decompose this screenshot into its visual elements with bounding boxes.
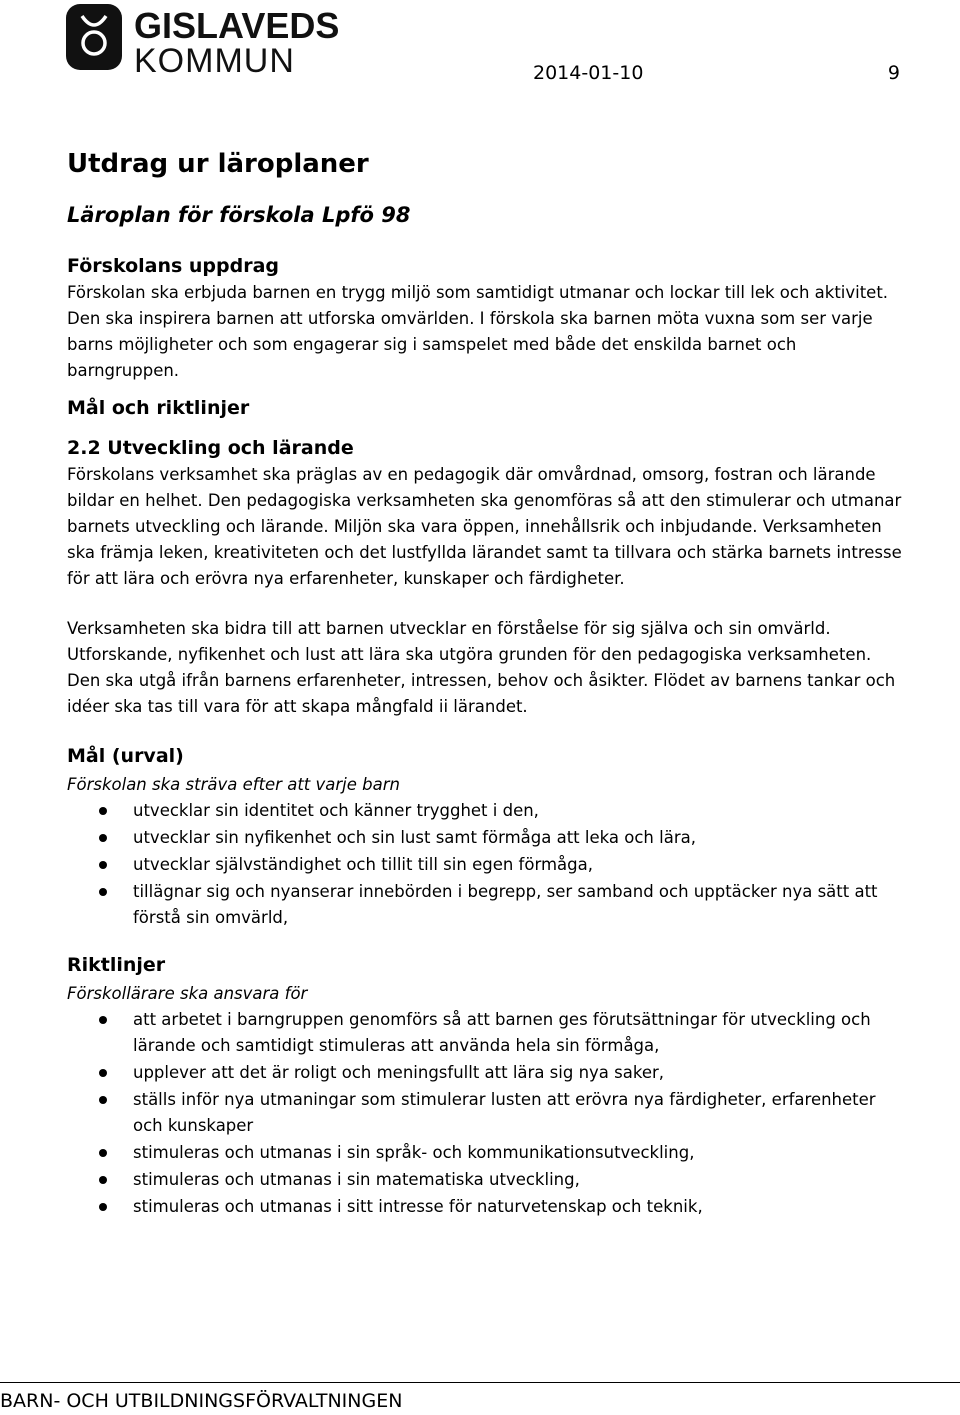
bullet-icon bbox=[99, 861, 107, 869]
list-item bbox=[67, 879, 907, 931]
bullet-icon bbox=[99, 1203, 107, 1211]
bullet-icon bbox=[99, 888, 107, 896]
list-item-text: utvecklar självständighet och tillit till sin egen förmåga, bbox=[133, 855, 593, 874]
list-item-text: utvecklar sin nyfikenhet och sin lust samt förmåga att leka och lära, bbox=[133, 828, 696, 847]
bullet-icon bbox=[99, 1069, 107, 1077]
list-item-text: stimuleras och utmanas i sin språk- och kommunikationsutveckling, bbox=[133, 1143, 695, 1162]
section-heading-mal-urval: Mål (urval) bbox=[67, 745, 184, 767]
bullet-icon bbox=[99, 1176, 107, 1184]
section-heading-uppdrag: Förskolans uppdrag bbox=[67, 255, 280, 277]
bullet-icon bbox=[99, 807, 107, 815]
list-item bbox=[67, 1140, 907, 1166]
list-item bbox=[67, 852, 907, 878]
list-item-text: stimuleras och utmanas i sitt intresse för naturvetenskap och teknik, bbox=[133, 1197, 703, 1216]
curriculum-subtitle: Läroplan för förskola Lpfö 98 bbox=[67, 203, 411, 227]
guidelines-list bbox=[67, 1007, 907, 1220]
gislaveds-kommun-logo bbox=[64, 2, 354, 80]
document-date: 2014-01-10 bbox=[533, 62, 644, 84]
list-item bbox=[67, 825, 907, 851]
page-title: Utdrag ur läroplaner bbox=[67, 149, 369, 179]
page-number: 9 bbox=[887, 62, 900, 84]
list-item bbox=[67, 798, 907, 824]
footer-divider bbox=[0, 1382, 960, 1383]
section-heading-riktlinjer: Riktlinjer bbox=[67, 954, 166, 976]
list-item-text: tillägnar sig och nyanserar innebörden i begrepp, ser samband och upptäcker nya sätt att förstå sin omvärld, bbox=[133, 882, 878, 927]
footer-department: BARN- OCH UTBILDNINGSFÖRVALTNINGEN bbox=[0, 1390, 403, 1412]
list-item bbox=[67, 1087, 907, 1139]
header-meta bbox=[520, 62, 900, 88]
goals-list bbox=[67, 798, 907, 931]
bullet-icon bbox=[99, 1149, 107, 1157]
bullet-icon bbox=[99, 1096, 107, 1104]
list-item-text: att arbetet i barngruppen genomförs så att barnen ges förutsättningar för utveckling och lärande och samtidigt stimuleras att använda hela sin förmåga, bbox=[133, 1010, 871, 1055]
paragraph-utveckling-2: Verksamheten ska bidra till att barnen utvecklar en förståelse för sig själva och sin omvärld. Utforskande, nyfikenhet och lust att lära ska utgöra grunden för den pedagogiska verksamheten. Den ska utgå ifrån barnens erfarenheter, intressen, behov och åsikter. Flödet av barnens tankar och idéer ska tas till vara för att skapa mångfald ii lärandet. bbox=[67, 619, 896, 716]
list-item-text: stimuleras och utmanas i sin matematiska utveckling, bbox=[133, 1170, 580, 1189]
list-item bbox=[67, 1060, 907, 1086]
list-item bbox=[67, 1167, 907, 1193]
list-item bbox=[67, 1194, 907, 1220]
bullet-icon bbox=[99, 834, 107, 842]
paragraph-utveckling-1: Förskolans verksamhet ska präglas av en pedagogik där omvårdnad, omsorg, fostran och lärande bildar en helhet. Den pedagogiska verksamheten ska genomföras så att den stimulerar och utmanar barnets utveckling och lärande. Miljön ska vara öppen, innehållsrik och inbjudande. Verksamheten ska främja leken, kreativiteten och det lustfyllda lärandet samt ta tillvara och stärka barnets intresse för att lära och erövra nya erfarenheter, kunskaper och färdigheter. bbox=[67, 465, 902, 588]
logo-text-gislaveds: GISLAVEDS bbox=[134, 5, 340, 46]
list-item-text: ställs inför nya utmaningar som stimulerar lusten att erövra nya färdigheter, erfarenheter och kunskaper bbox=[133, 1090, 876, 1135]
document-body bbox=[67, 148, 907, 1221]
list-item-text: utvecklar sin identitet och känner trygghet i den, bbox=[133, 801, 539, 820]
section-heading-mal-riktlinjer: Mål och riktlinjer bbox=[67, 397, 250, 419]
bullet-icon bbox=[99, 1016, 107, 1024]
list-item-text: upplever att det är roligt och meningsfullt att lära sig nya saker, bbox=[133, 1063, 665, 1082]
goals-intro: Förskolan ska sträva efter att varje barn bbox=[67, 775, 400, 794]
logo-text-kommun: KOMMUN bbox=[134, 42, 295, 80]
section-text-uppdrag: Förskolan ska erbjuda barnen en trygg miljö som samtidigt utmanar och lockar till lek och aktivitet. Den ska inspirera barnen att utforska omvärlden. I förskola ska barnen möta vuxna som ser varje barns möjligheter och som engagerar sig i samspelet med både det enskilda barnet och barngruppen. bbox=[67, 283, 889, 380]
guidelines-intro: Förskollärare ska ansvara för bbox=[67, 984, 308, 1003]
section-subheading-utveckling: 2.2 Utveckling och lärande bbox=[67, 437, 354, 459]
list-item bbox=[67, 1007, 907, 1059]
